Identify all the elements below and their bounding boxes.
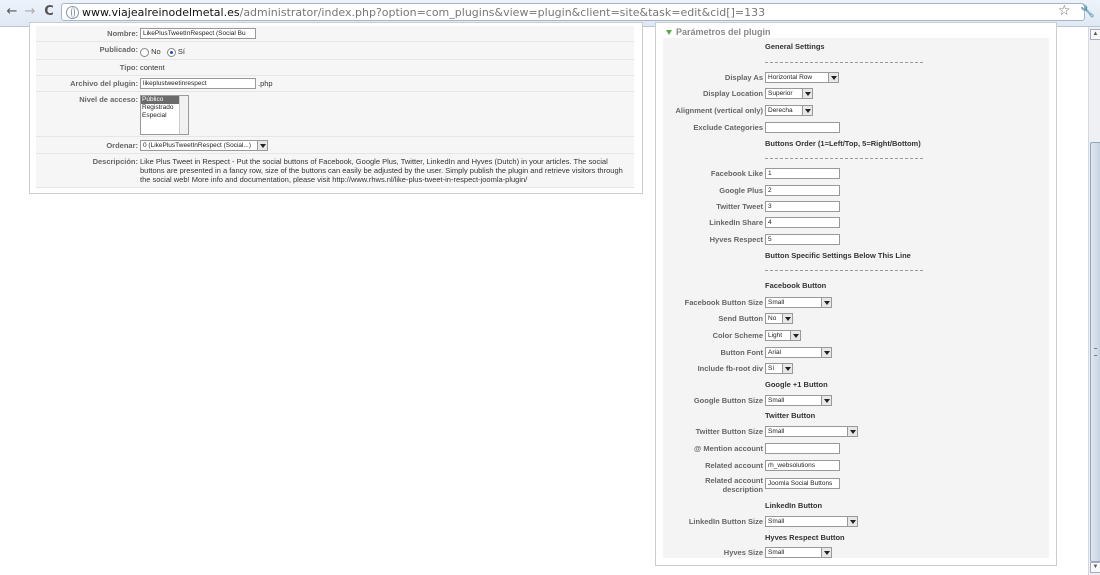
- row-color-scheme: [663, 328, 1049, 344]
- color-scheme-value: Light: [768, 332, 783, 339]
- hyves-respect-label: Hyves Respect: [709, 235, 763, 244]
- row-facebook-button: [663, 279, 1049, 295]
- row-twitter-size: [663, 424, 1049, 440]
- chevron-down-icon: [782, 314, 792, 323]
- row-mention: [663, 441, 1049, 457]
- chevron-down-icon: [821, 298, 831, 307]
- chevron-down-icon: [821, 548, 831, 557]
- nivel-option[interactable]: Especial: [142, 112, 167, 119]
- listbox-scrollbar[interactable]: [179, 96, 188, 134]
- google-button-heading: Google +1 Button: [765, 380, 828, 389]
- linkedin-size-label: LinkedIn Button Size: [688, 517, 763, 526]
- row-related-desc: [663, 474, 1049, 496]
- row-linkedin-button: [663, 499, 1049, 515]
- related-desc-input[interactable]: Joomla Social Buttons: [765, 478, 840, 489]
- row-fbroot: [663, 361, 1049, 377]
- alignment-label: Alignment (vertical only): [675, 106, 763, 115]
- fbroot-value: Sí: [768, 365, 775, 372]
- details-panel: [29, 22, 643, 194]
- color-scheme-label: Color Scheme: [712, 331, 763, 340]
- google-size-label: Google Button Size: [693, 396, 763, 405]
- row-archivo: [36, 76, 634, 92]
- tipo-value: content: [140, 63, 165, 72]
- fbroot-select[interactable]: [765, 363, 793, 374]
- reload-icon[interactable]: C: [44, 4, 54, 19]
- ordenar-value: 0 (LikePlusTweetInRespect (Social...): [143, 142, 252, 149]
- button-font-select[interactable]: [765, 347, 832, 358]
- related-desc-label-line1: Related account: [705, 476, 763, 485]
- row-tipo: [36, 60, 634, 76]
- alignment-select[interactable]: [765, 105, 813, 116]
- general-settings-heading: General Settings: [765, 42, 825, 51]
- twitter-size-label: Twitter Button Size: [695, 427, 763, 436]
- chevron-down-icon: [782, 364, 792, 373]
- hyves-size-value: Small: [768, 549, 785, 556]
- chevron-down-icon: [790, 331, 800, 340]
- nombre-input[interactable]: LikePlusTweetInRespect (Social Bu: [140, 28, 256, 39]
- display-as-select[interactable]: [765, 72, 839, 83]
- linkedin-size-select[interactable]: [765, 516, 858, 527]
- row-publicado: [36, 42, 634, 60]
- send-button-label: Send Button: [718, 314, 763, 323]
- buttons-order-heading: Buttons Order (1=Left/Top, 5=Right/Bottom): [765, 139, 921, 148]
- hyves-size-select[interactable]: [765, 547, 832, 558]
- display-location-label: Display Location: [702, 89, 763, 98]
- fb-size-select[interactable]: [765, 297, 832, 308]
- twitter-size-value: Small: [768, 428, 785, 435]
- wrench-icon[interactable]: 🔧: [1080, 4, 1095, 18]
- row-button-specific: [663, 249, 1049, 265]
- params-header[interactable]: [666, 27, 771, 37]
- row-display-as: [663, 70, 1049, 86]
- linkedin-button-heading: LinkedIn Button: [765, 501, 823, 510]
- divider-line: [765, 158, 923, 159]
- row-linkedin-size: [663, 514, 1049, 530]
- facebook-like-label: Facebook Like: [710, 169, 763, 178]
- row-google-size: [663, 393, 1049, 409]
- send-button-select[interactable]: [765, 313, 793, 324]
- display-as-label: Display As: [724, 73, 763, 82]
- fb-size-label: Facebook Button Size: [684, 298, 763, 307]
- row-fb-size: [663, 295, 1049, 311]
- chevron-down-icon: [847, 427, 857, 436]
- row-exclude: [663, 120, 1049, 136]
- linkedin-size-value: Small: [768, 518, 785, 525]
- linkedin-share-input[interactable]: 4: [765, 217, 840, 228]
- related-desc-label-line2: description: [722, 485, 763, 494]
- row-google-plus: [663, 183, 1049, 199]
- url-domain: www.viajealreinodelmetal.es: [82, 6, 240, 19]
- row-buttons-order: [663, 137, 1049, 153]
- google-size-value: Small: [768, 397, 785, 404]
- params-panel: [655, 22, 1057, 566]
- hyves-respect-input[interactable]: 5: [765, 234, 840, 245]
- facebook-like-input[interactable]: 1: [765, 168, 840, 179]
- tipo-label: Tipo:: [119, 63, 138, 72]
- row-nivel: [36, 92, 634, 137]
- nombre-label: Nombre:: [107, 29, 138, 38]
- facebook-button-heading: Facebook Button: [765, 281, 827, 290]
- linkedin-share-label: LinkedIn Share: [709, 218, 763, 227]
- twitter-tweet-label: Twitter Tweet: [716, 202, 763, 211]
- vertical-scrollbar[interactable]: [1088, 27, 1100, 575]
- related-desc-label: [705, 476, 763, 494]
- forward-icon[interactable]: →: [24, 4, 36, 19]
- button-font-value: Arial: [768, 349, 782, 356]
- exclude-label: Exclude Categories: [693, 123, 763, 132]
- display-location-select[interactable]: [765, 88, 813, 99]
- chevron-down-icon: [828, 73, 838, 82]
- triangle-down-icon: [666, 30, 672, 35]
- radio-no[interactable]: [140, 48, 149, 57]
- radio-si[interactable]: [167, 48, 176, 57]
- related-input[interactable]: rh_websolutions: [765, 460, 840, 471]
- chevron-down-icon: [821, 348, 831, 357]
- button-font-label: Button Font: [720, 348, 763, 357]
- url-path: /administrator/index.php?option=com_plugins&view=plugin&client=site&task=edit&cid[]=133: [239, 6, 766, 19]
- radio-no-label: No: [151, 47, 161, 56]
- fbroot-label: Include fb-root div: [697, 364, 763, 373]
- row-button-font: [663, 345, 1049, 361]
- grip-icon: [1094, 348, 1097, 356]
- row-related: [663, 458, 1049, 474]
- row-google-button: [663, 378, 1049, 394]
- radio-si-label: Sí: [177, 47, 185, 56]
- google-plus-input[interactable]: 2: [765, 185, 840, 196]
- row-alignment: [663, 103, 1049, 119]
- publicado-label: Publicado:: [99, 45, 138, 54]
- bookmark-star-icon[interactable]: ☆: [1058, 3, 1071, 19]
- scroll-down-icon[interactable]: ▼: [1090, 562, 1100, 573]
- color-scheme-select[interactable]: [765, 330, 801, 341]
- row-hyves-size: [663, 545, 1049, 561]
- hyves-size-label: Hyves Size: [723, 548, 763, 557]
- row-hyves-respect: [663, 232, 1049, 248]
- nivel-option[interactable]: Registrado: [142, 104, 174, 111]
- archivo-input[interactable]: likeplustweetinrespect: [140, 78, 256, 89]
- display-location-value: Superior: [768, 90, 793, 97]
- row-facebook-like: [663, 166, 1049, 182]
- archivo-label: Archivo del plugin:: [70, 79, 138, 88]
- twitter-button-heading: Twitter Button: [765, 411, 816, 420]
- globe-icon: [66, 6, 79, 19]
- chevron-down-icon: [821, 396, 831, 405]
- google-plus-label: Google Plus: [719, 186, 763, 195]
- divider-line: [765, 62, 923, 63]
- exclude-input[interactable]: [765, 122, 840, 133]
- nivel-option[interactable]: Público: [141, 96, 188, 104]
- ordenar-label: Ordenar:: [106, 141, 138, 150]
- chevron-down-icon: [802, 89, 812, 98]
- alignment-value: Derecha: [768, 107, 793, 114]
- scroll-up-icon[interactable]: ▲: [1090, 29, 1100, 40]
- hyves-button-heading: Hyves Respect Button: [765, 533, 845, 542]
- display-as-value: Horizontal Row: [768, 74, 813, 81]
- nivel-label: Nivel de acceso:: [79, 95, 138, 104]
- scroll-thumb[interactable]: [1090, 142, 1100, 562]
- row-send-button: [663, 311, 1049, 327]
- ordenar-select[interactable]: [140, 140, 268, 151]
- row-ordenar: [36, 137, 634, 154]
- row-nombre: [36, 26, 634, 42]
- mention-label: @ Mention account: [694, 444, 763, 453]
- twitter-tweet-input[interactable]: 3: [765, 201, 840, 212]
- row-general-settings: [663, 42, 1049, 58]
- row-descripcion: [36, 154, 634, 188]
- button-specific-heading: Button Specific Settings Below This Line: [765, 251, 911, 260]
- descripcion-text: Like Plus Tweet in Respect - Put the social buttons of Facebook, Google Plus, Twitter, LinkedIn and Hyves (Dutch) in your articles. The social buttons are presented in a fancy row, size of the buttons can easily be adjusted by the user. Simply publish the plugin and retrieve visitors through the social web! More info and documentation, please visit http://www.rhws.nl/like-plus-tweet-in-respect-joomla-plugin/: [140, 157, 623, 184]
- send-button-value: No: [768, 315, 777, 322]
- descripcion-label: Descripción:: [92, 157, 138, 166]
- back-icon[interactable]: ←: [6, 4, 18, 19]
- row-display-location: [663, 86, 1049, 102]
- params-table: [663, 38, 1049, 558]
- google-size-select[interactable]: [765, 395, 832, 406]
- chevron-down-icon: [257, 141, 267, 150]
- chevron-down-icon: [802, 106, 812, 115]
- row-linkedin-share: [663, 215, 1049, 231]
- row-twitter-tweet: [663, 199, 1049, 215]
- archivo-ext: .php: [258, 79, 273, 88]
- nivel-listbox[interactable]: [140, 95, 189, 135]
- fb-size-value: Small: [768, 299, 785, 306]
- row-twitter-button: [663, 409, 1049, 425]
- divider-line: [765, 270, 923, 271]
- address-bar[interactable]: [61, 3, 1085, 21]
- mention-input[interactable]: [765, 443, 840, 454]
- related-label: Related account: [705, 461, 763, 470]
- chevron-down-icon: [847, 517, 857, 526]
- twitter-size-select[interactable]: [765, 426, 858, 437]
- params-title: Parámetros del plugin: [676, 27, 771, 37]
